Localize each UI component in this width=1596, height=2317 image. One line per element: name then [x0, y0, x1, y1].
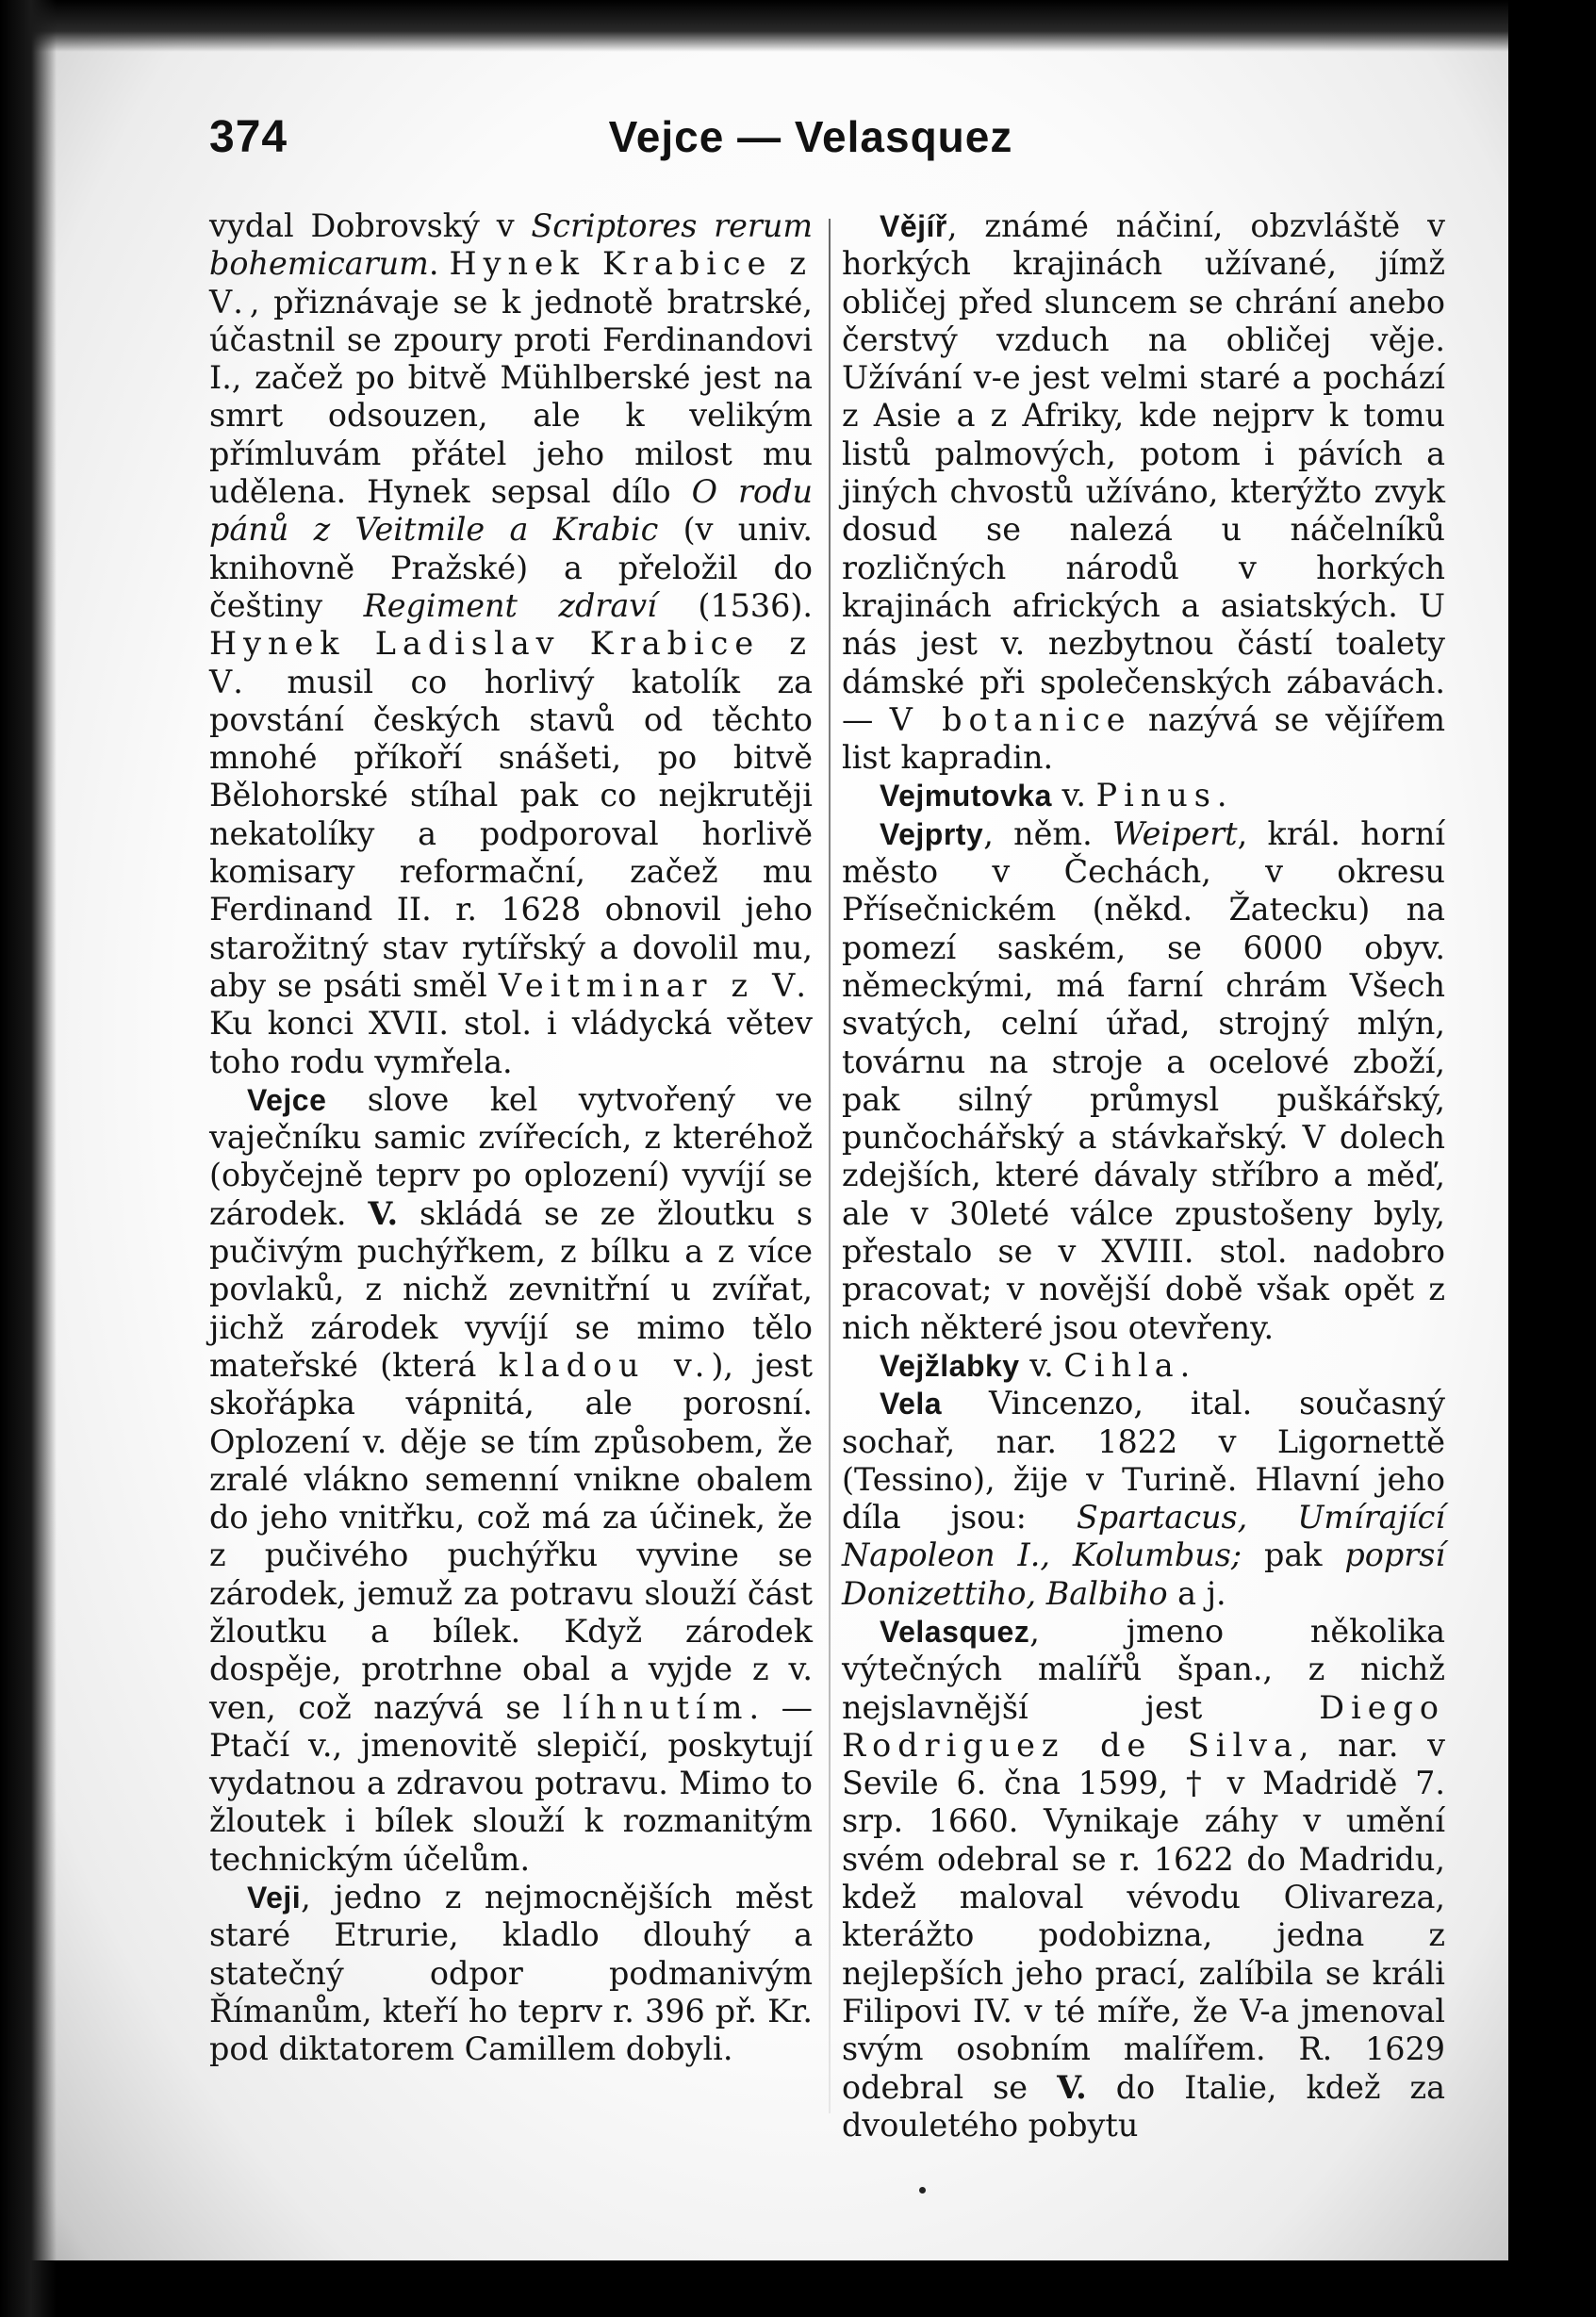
entry-headword: Vejprty — [880, 816, 984, 851]
column-divider — [829, 219, 831, 2113]
dictionary-entry — [842, 1385, 1445, 1613]
entry-text: Regiment zdraví — [363, 586, 657, 624]
entry-text: nazývá se vějířem list kapradin. — [842, 700, 1445, 777]
entry-text: Hynek Krabice z V. — [209, 245, 813, 320]
entry-text: Cihla — [1063, 1346, 1180, 1384]
dictionary-entry — [842, 207, 1445, 777]
entry-text: , jmeno několika výtečných malířů špan., z nichž nejslavnější jest — [842, 1612, 1445, 1726]
entry-text: skládá se ze žloutku s pučivým puchýřkem, z bílku a z více povlaků, z nichž zevnitřní u zvířat, jichž zárodek vyvíjí se mimo tělo mateřské (která — [209, 1194, 813, 1384]
entry-text: musil co horlivý katolík za povstání českých stavů od těchto mnohé příkoří snášeti, po bitvě Bělohorské stíhal pak co nejkrutěji nekatolíky a podporoval horlivě komisary reformační, začež mu Ferdinand II. r. 1628 obnovil jeho starožitný stav rytířský a dovolil mu, aby se psáti směl — [209, 663, 813, 1004]
entry-text: pak — [1242, 1536, 1345, 1574]
entry-text: Diego Rodriguez de Silva — [842, 1688, 1445, 1764]
entry-text: a j. — [1167, 1574, 1226, 1612]
dictionary-entry — [842, 815, 1445, 1347]
page-number: 374 — [209, 112, 288, 162]
entry-text: O rodu pánů z Veitmile a Krabic — [209, 473, 813, 549]
entry-headword: Veji — [247, 1881, 302, 1915]
scan-edge-bottom — [0, 2260, 1596, 2317]
entry-text: Pinus — [1095, 777, 1217, 814]
entry-text: Hynek Ladislav Krabice z V. — [209, 625, 813, 700]
entry-text: , něm. — [983, 814, 1113, 852]
entry-text: Weipert — [1112, 814, 1238, 852]
entry-text: Vincenzo, ital. současný sochař, nar. 1822 v Ligornettě (Tessino), žije v Turině. Hlavní jeho díla jsou: — [842, 1385, 1445, 1536]
entry-text: Veitminar z V. — [498, 966, 813, 1004]
entry-text: , známé náčiní, obzvláště v horkých krajinách užívané, jímž obličej před sluncem se chrání anebo čerstvý vzduch na obličej věje. Užívání v-e jest velmi staré a pochází z Asie a z Afriky, kde nejprv k tomu listů palmových, potom i pávích a jiných chvostů užíváno, kterýžto zvyk dosud se nalezá u náčelníků rozličných národů v horkých krajinách afrických a asiatských. U nás jest v. nezbytnou částí toalety dámské při společenských zábavách. — — [842, 207, 1445, 738]
dictionary-entry — [209, 1879, 813, 2068]
entry-text: Spartacus, Umírající Napoleon I., Kolumbus; — [842, 1499, 1445, 1574]
entry-text: v. — [1051, 777, 1096, 814]
right-column — [842, 207, 1446, 2144]
page-header — [0, 111, 1596, 177]
ink-speck — [919, 2187, 926, 2194]
entry-text: v. — [1019, 1346, 1064, 1384]
entry-text: Ku konci XVII. stol. i vládycká větev toho rodu vymřela. — [209, 1005, 813, 1080]
entry-headword: Vějíř — [880, 209, 947, 243]
entry-text: ), jest skořápka vápnitá, ale porosní. Oplození v. děje se tím způsobem, že zralé vlákno semenní vnikne obalem do jeho vnitřku, což má za účinek, že z pučivého puchýřku vyvine se zárodek, jemuž za potravu slouží část žloutku a bílek. Když zárodek dospěje, protrhne obal a vyjde z v. ven, což nazývá se — [209, 1346, 813, 1726]
entry-text: . — [1216, 777, 1227, 814]
entry-text: do Italie, kdež za dvouletého pobytu — [842, 2068, 1445, 2144]
dictionary-entry — [842, 1347, 1445, 1385]
scan-edge-right — [1508, 0, 1596, 2317]
dictionary-entry — [209, 207, 813, 1081]
left-column — [209, 207, 813, 2121]
entry-text: . — [1179, 1346, 1191, 1384]
dictionary-entry — [209, 1081, 813, 1879]
entry-headword: Velasquez — [880, 1614, 1030, 1649]
dictionary-entry — [842, 777, 1445, 814]
entry-text: V. — [368, 1194, 399, 1232]
entry-text: (1536). — [656, 586, 813, 624]
running-head: Vejce — Velasquez — [608, 112, 1013, 161]
entry-headword: Vejmutovka — [880, 779, 1052, 813]
entry-text: líhnutím — [562, 1688, 749, 1726]
entry-text: , nar. v Sevile 6. čna 1599, † v Madridě 7. srp. 1660. Vynikaje záhy v umění svém odebral se r. 1622 do Madridu, kdež maloval vévodu Olivareza, kterážto podobizna, jedna z nejlepších jeho prací, zalíbila se králi Filipovi IV. v té míře, že V-a jmenoval svým osobním malířem. R. 1629 odebral se — [842, 1726, 1446, 2106]
scan-edge-top — [0, 0, 1596, 52]
entry-headword: Vejce — [247, 1082, 327, 1117]
entry-text: , přiznávaje se k jednotě bratrské, účastnil se zpoury proti Ferdinandovi I., začež po bitvě Mühlberské jest na smrt odsouzen, ale k velikým přímluvám přátel jeho milost mu udělena. Hynek sepsal dílo — [209, 283, 813, 511]
entry-text: kladou v. — [498, 1346, 712, 1384]
entry-text: . — Ptačí v., jmenovitě slepičí, poskytují vydatnou a zdravou potravu. Mimo to žloutek i bílek slouží k rozmanitým technickým účelům. — [209, 1688, 813, 1878]
entry-text: slove kel vytvořený ve vaječníku samic zvířecích, z kteréhož (obyčejně teprv po oplození) vyvíjí se zárodek. — [209, 1080, 813, 1232]
entry-text: vydal Dobrovský v — [209, 207, 532, 244]
entry-text: (v univ. knihovně Pražské) a přeložil do češtiny — [209, 511, 813, 624]
entry-headword: Vejžlabky — [880, 1348, 1020, 1383]
entry-text: . — [428, 245, 450, 283]
entry-text: , král. horní město v Čechách, v okresu Přísečnickém (někd. Žatecku) na pomezí saském, se 6000 obyv. německými, má farní chrám Všech svatých, celní úřad, strojný mlýn, továrnu na stroje a ocelové zboží, pak silný průmysl puškářský, punčochářský a stávkařský. V dolech zdejších, které dávaly stříbro a měď, ale v 30leté válce zpustošeny byly, přestalo se v XVIII. stol. nadobro pracovat; v novější době však opět z nich některé jsou otevřeny. — [842, 814, 1445, 1346]
entry-headword: Vela — [880, 1387, 943, 1421]
entry-text: Scriptores rerum bohemicarum — [209, 207, 813, 283]
dictionary-entry — [842, 1613, 1445, 2144]
entry-text: V botanice — [889, 700, 1132, 738]
entry-text: poprsí Donizettiho, Balbiho — [842, 1536, 1446, 1612]
entry-text: V. — [1057, 2068, 1087, 2106]
entry-text: , jedno z nejmocnějších měst staré Etrurie, kladlo dlouhý a statečný odpor podmanivým Římanům, kteří ho teprv r. 396 př. Kr. pod diktatorem Camillem dobyli. — [209, 1879, 813, 2068]
scan-edge-left — [0, 0, 57, 2317]
